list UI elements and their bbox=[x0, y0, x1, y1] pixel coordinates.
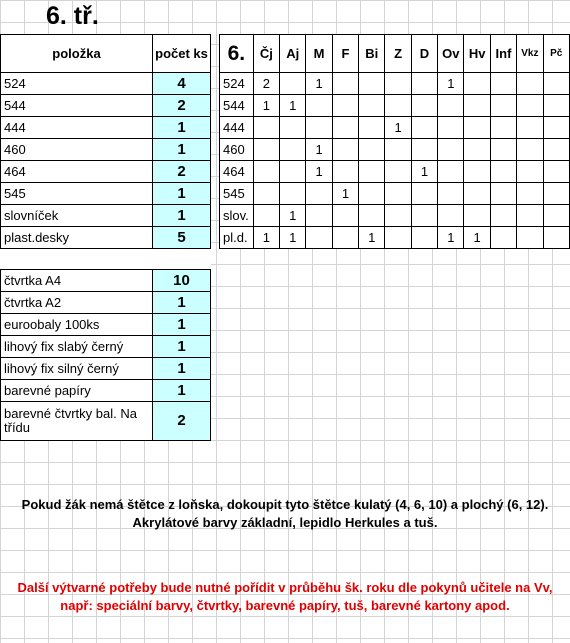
grid-cell[interactable] bbox=[359, 205, 385, 227]
grid-cell[interactable] bbox=[385, 73, 411, 95]
grid-cell[interactable]: 1 bbox=[253, 95, 279, 117]
grid-cell[interactable] bbox=[359, 73, 385, 95]
grid-cell[interactable] bbox=[543, 161, 569, 183]
item-name-cell[interactable]: slovníček bbox=[1, 205, 153, 227]
grid-cell[interactable] bbox=[359, 95, 385, 117]
item-row bbox=[1, 205, 211, 227]
grid-cell[interactable]: 1 bbox=[411, 161, 437, 183]
grid-cell[interactable] bbox=[517, 95, 543, 117]
subject-header[interactable]: Pč bbox=[543, 35, 569, 73]
grid-cell[interactable] bbox=[464, 73, 490, 95]
grid-cell[interactable] bbox=[543, 117, 569, 139]
item-row bbox=[1, 95, 211, 117]
grid-code-cell[interactable]: pl.d. bbox=[220, 227, 254, 249]
grid-cell[interactable] bbox=[332, 95, 358, 117]
item-row bbox=[1, 117, 211, 139]
subject-header[interactable]: Inf bbox=[490, 35, 516, 73]
item-qty-cell[interactable]: 1 bbox=[153, 336, 211, 358]
grid-cell[interactable]: 1 bbox=[306, 73, 332, 95]
grid-cell[interactable] bbox=[464, 205, 490, 227]
grid-cell[interactable]: 1 bbox=[438, 73, 464, 95]
grid-cell[interactable]: 1 bbox=[385, 117, 411, 139]
item-name-cell[interactable]: barevné papíry bbox=[1, 380, 153, 402]
grid-cell[interactable] bbox=[517, 183, 543, 205]
grid-cell[interactable] bbox=[411, 139, 437, 161]
subject-header[interactable]: Z bbox=[385, 35, 411, 73]
grid-cell[interactable] bbox=[543, 95, 569, 117]
grid-cell[interactable] bbox=[490, 227, 516, 249]
grid-cell[interactable] bbox=[253, 139, 279, 161]
grid-code-cell[interactable]: 444 bbox=[220, 117, 254, 139]
item-name-cell[interactable]: 544 bbox=[1, 95, 153, 117]
grid-cell[interactable] bbox=[490, 95, 516, 117]
grid-cell[interactable]: 1 bbox=[280, 205, 306, 227]
grid-cell[interactable] bbox=[517, 117, 543, 139]
grid-cell[interactable] bbox=[306, 227, 332, 249]
grid-cell[interactable] bbox=[517, 205, 543, 227]
item-name-cell[interactable]: euroobaly 100ks bbox=[1, 314, 153, 336]
item-row bbox=[1, 183, 211, 205]
subject-header[interactable]: Aj bbox=[280, 35, 306, 73]
grid-cell[interactable] bbox=[332, 139, 358, 161]
item-row bbox=[1, 73, 211, 95]
grid-row bbox=[220, 139, 570, 161]
grid-cell[interactable] bbox=[332, 73, 358, 95]
grid-cell[interactable] bbox=[253, 117, 279, 139]
item-row bbox=[1, 292, 211, 314]
grid-code-cell[interactable]: 524 bbox=[220, 73, 254, 95]
grid-cell[interactable] bbox=[280, 183, 306, 205]
item-qty-cell[interactable]: 1 bbox=[153, 380, 211, 402]
grid-cell[interactable] bbox=[253, 183, 279, 205]
grid-cell[interactable]: 1 bbox=[280, 95, 306, 117]
brushes-note: Pokud žák nemá štětce z loňska, dokoupit tyto štětce kulatý (4, 6, 10) a plochý (6, 12). Akrylátové barvy základní, lepidlo Herkules a tuš. bbox=[21, 497, 549, 530]
item-row bbox=[1, 358, 211, 380]
grid-cell[interactable] bbox=[385, 183, 411, 205]
item-name-cell[interactable]: 524 bbox=[1, 73, 153, 95]
grid-cell[interactable] bbox=[385, 227, 411, 249]
grid-cell[interactable]: 1 bbox=[438, 227, 464, 249]
grid-row bbox=[220, 205, 570, 227]
grid-cell[interactable] bbox=[464, 139, 490, 161]
spacer-cell bbox=[1, 249, 153, 270]
grid-cell[interactable] bbox=[411, 117, 437, 139]
grid-cell[interactable] bbox=[280, 139, 306, 161]
item-name-cell[interactable]: čtvrtka A4 bbox=[1, 270, 153, 292]
grid-cell[interactable] bbox=[438, 117, 464, 139]
item-name-cell[interactable]: plast.desky bbox=[1, 227, 153, 249]
subject-grid bbox=[219, 34, 570, 249]
subject-header[interactable]: Čj bbox=[253, 35, 279, 73]
grid-cell[interactable] bbox=[438, 139, 464, 161]
grid-cell[interactable] bbox=[517, 139, 543, 161]
item-name-cell[interactable]: lihový fix silný černý bbox=[1, 358, 153, 380]
grid-cell[interactable] bbox=[490, 183, 516, 205]
grid-cell[interactable] bbox=[359, 161, 385, 183]
item-qty-cell[interactable]: 1 bbox=[153, 205, 211, 227]
grid-cell[interactable] bbox=[411, 73, 437, 95]
item-row bbox=[1, 380, 211, 402]
grid-cell[interactable] bbox=[464, 117, 490, 139]
item-qty-cell[interactable]: 1 bbox=[153, 117, 211, 139]
item-qty-cell[interactable]: 1 bbox=[153, 314, 211, 336]
grid-cell[interactable] bbox=[332, 227, 358, 249]
spacer-row bbox=[1, 249, 211, 270]
item-name-cell[interactable]: 545 bbox=[1, 183, 153, 205]
header-qty[interactable]: počet ks bbox=[153, 35, 211, 73]
grid-cell[interactable] bbox=[464, 95, 490, 117]
grid-cell[interactable] bbox=[411, 95, 437, 117]
grid-cell[interactable] bbox=[543, 73, 569, 95]
grid-cell[interactable] bbox=[517, 73, 543, 95]
grid-cell[interactable] bbox=[306, 183, 332, 205]
grid-cell[interactable] bbox=[306, 117, 332, 139]
item-qty-cell[interactable]: 1 bbox=[153, 183, 211, 205]
grid-corner[interactable]: 6. bbox=[220, 35, 254, 73]
grid-cell[interactable] bbox=[464, 183, 490, 205]
item-qty-cell[interactable]: 1 bbox=[153, 139, 211, 161]
grid-cell[interactable] bbox=[411, 227, 437, 249]
header-item[interactable]: položka bbox=[1, 35, 153, 73]
subject-header[interactable]: Vkz bbox=[517, 35, 543, 73]
item-qty-cell[interactable]: 2 bbox=[153, 161, 211, 183]
item-row bbox=[1, 314, 211, 336]
spacer-cell bbox=[153, 249, 211, 270]
grid-cell[interactable]: 1 bbox=[253, 227, 279, 249]
grid-cell[interactable]: 1 bbox=[306, 139, 332, 161]
grid-cell[interactable] bbox=[464, 161, 490, 183]
grid-cell[interactable]: 1 bbox=[306, 161, 332, 183]
grid-cell[interactable]: 1 bbox=[332, 183, 358, 205]
grid-cell[interactable] bbox=[332, 117, 358, 139]
grid-cell[interactable] bbox=[543, 139, 569, 161]
subject-header[interactable]: Hv bbox=[464, 35, 490, 73]
grid-cell[interactable] bbox=[280, 161, 306, 183]
grid-cell[interactable] bbox=[280, 73, 306, 95]
item-row bbox=[1, 336, 211, 358]
grid-cell[interactable] bbox=[385, 161, 411, 183]
grid-cell[interactable]: 1 bbox=[359, 227, 385, 249]
grid-cell[interactable] bbox=[306, 205, 332, 227]
subject-header[interactable]: F bbox=[332, 35, 358, 73]
grid-cell[interactable] bbox=[490, 139, 516, 161]
grid-cell[interactable] bbox=[490, 117, 516, 139]
grid-cell[interactable] bbox=[517, 161, 543, 183]
grid-cell[interactable] bbox=[438, 205, 464, 227]
item-name-cell[interactable]: 460 bbox=[1, 139, 153, 161]
item-row bbox=[1, 139, 211, 161]
item-name-cell[interactable]: 444 bbox=[1, 117, 153, 139]
grid-cell[interactable] bbox=[359, 183, 385, 205]
grid-cell[interactable] bbox=[359, 139, 385, 161]
item-row bbox=[1, 227, 211, 249]
item-name-cell[interactable]: 464 bbox=[1, 161, 153, 183]
item-qty-cell[interactable]: 4 bbox=[153, 73, 211, 95]
grid-cell[interactable] bbox=[332, 205, 358, 227]
grid-cell[interactable] bbox=[385, 95, 411, 117]
grid-cell[interactable] bbox=[543, 205, 569, 227]
subject-header[interactable]: Bi bbox=[359, 35, 385, 73]
grid-cell[interactable]: 1 bbox=[280, 227, 306, 249]
grid-row bbox=[220, 161, 570, 183]
items-table bbox=[0, 34, 211, 441]
item-row bbox=[1, 402, 211, 441]
grid-cell[interactable] bbox=[332, 161, 358, 183]
grid-cell[interactable] bbox=[306, 95, 332, 117]
grid-cell[interactable] bbox=[253, 161, 279, 183]
subject-header[interactable]: D bbox=[411, 35, 437, 73]
grid-cell[interactable] bbox=[411, 183, 437, 205]
grid-cell[interactable] bbox=[543, 227, 569, 249]
sheet-title: 6. tř. bbox=[46, 2, 99, 30]
grid-cell[interactable] bbox=[385, 139, 411, 161]
grid-cell[interactable] bbox=[490, 205, 516, 227]
grid-cell[interactable] bbox=[543, 183, 569, 205]
grid-cell[interactable] bbox=[438, 95, 464, 117]
grid-cell[interactable] bbox=[253, 205, 279, 227]
grid-code-cell[interactable]: 544 bbox=[220, 95, 254, 117]
item-qty-cell[interactable]: 5 bbox=[153, 227, 211, 249]
item-qty-cell[interactable]: 1 bbox=[153, 292, 211, 314]
item-name-cell[interactable]: čtvrtka A2 bbox=[1, 292, 153, 314]
subject-header[interactable]: Ov bbox=[438, 35, 464, 73]
grid-cell[interactable] bbox=[438, 161, 464, 183]
grid-cell[interactable] bbox=[438, 183, 464, 205]
grid-cell[interactable] bbox=[411, 205, 437, 227]
item-row bbox=[1, 161, 211, 183]
grid-cell[interactable] bbox=[517, 227, 543, 249]
grid-code-cell[interactable]: slov. bbox=[220, 205, 254, 227]
grid-row bbox=[220, 183, 570, 205]
grid-code-cell[interactable]: 464 bbox=[220, 161, 254, 183]
supplies-note: Další výtvarné potřeby bude nutné pořídit v průběhu šk. roku dle pokynů učitele na Vv, např: speciální barvy, čtvrtky, barevné papíry, tuš, barevné kartony apod. bbox=[17, 580, 553, 613]
grid-code-cell[interactable]: 545 bbox=[220, 183, 254, 205]
item-qty-cell[interactable]: 2 bbox=[153, 402, 211, 441]
grid-cell[interactable] bbox=[490, 73, 516, 95]
grid-cell[interactable] bbox=[280, 117, 306, 139]
grid-cell[interactable]: 1 bbox=[464, 227, 490, 249]
item-name-cell[interactable]: barevné čtvrtky bal. Na třídu bbox=[1, 402, 153, 441]
grid-cell[interactable] bbox=[359, 117, 385, 139]
grid-cell[interactable] bbox=[490, 161, 516, 183]
grid-code-cell[interactable]: 460 bbox=[220, 139, 254, 161]
item-qty-cell[interactable]: 2 bbox=[153, 95, 211, 117]
grid-row bbox=[220, 227, 570, 249]
grid-cell[interactable] bbox=[385, 205, 411, 227]
item-name-cell[interactable]: lihový fix slabý černý bbox=[1, 336, 153, 358]
item-row bbox=[1, 270, 211, 292]
grid-cell[interactable]: 2 bbox=[253, 73, 279, 95]
grid-row bbox=[220, 73, 570, 95]
subject-header[interactable]: M bbox=[306, 35, 332, 73]
grid-row bbox=[220, 95, 570, 117]
grid-row bbox=[220, 117, 570, 139]
item-qty-cell[interactable]: 1 bbox=[153, 358, 211, 380]
item-qty-cell[interactable]: 10 bbox=[153, 270, 211, 292]
